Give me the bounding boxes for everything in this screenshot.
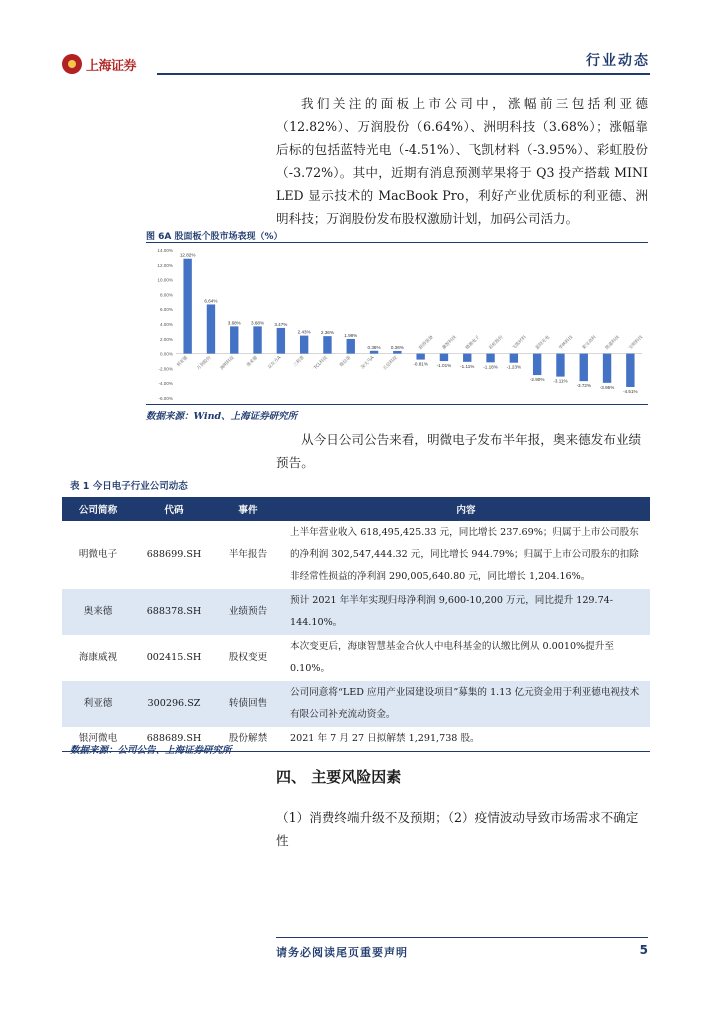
report-type-title: 行业动态 (586, 53, 650, 69)
logo-emblem-icon (62, 54, 82, 74)
table-header-row (62, 497, 650, 521)
category-label: 利亚德 (176, 355, 190, 369)
cell-code: 002415.SH (146, 652, 202, 663)
category-label: 飞凯材料 (511, 335, 528, 352)
category-label: 长信科技 (382, 355, 399, 372)
bar (183, 259, 191, 354)
cell-company: 明微电子 (78, 549, 118, 560)
col-content: 内容 (282, 497, 650, 521)
bar (603, 354, 611, 383)
col-code: 代码 (134, 497, 214, 521)
footer-divider (276, 937, 648, 938)
cell-code: 688378.SH (134, 589, 214, 635)
company-logo (62, 54, 136, 74)
category-label: 三利谱 (292, 355, 306, 369)
cell-code: 300296.SZ (134, 681, 214, 727)
announcement-paragraph: 从今日公司公告来看，明微电子发布半年报，奥来德发布业绩预告。 (276, 432, 642, 470)
y-tick-label: 4.00% (159, 322, 173, 327)
y-tick-label: -4.00% (158, 381, 173, 387)
table-title: 表 1 今日电子行业公司动态 (70, 481, 188, 492)
data-label: -1.23% (506, 364, 522, 370)
category-label: 蓝特光电 (535, 335, 551, 352)
bar (347, 339, 355, 354)
category-label: 维信诺 (339, 355, 353, 369)
cell-code: 688689.SH (134, 727, 214, 752)
cell-content: 公司同意将“LED 应用产业园建设项目”募集的 1.13 亿元资金用于利亚德电视技术有限公司补充流动资金。 (282, 681, 650, 727)
data-label: -3.11% (553, 378, 568, 384)
category-label: 莱宝高科 (581, 335, 598, 352)
table-row (62, 635, 650, 681)
category-label: 京东方A (267, 355, 283, 371)
table-source: 数据来源：公司公告、上海证券研究所 (70, 745, 232, 756)
y-tick-label: 6.00% (159, 307, 173, 313)
category-label: 洲明科技 (219, 355, 236, 372)
category-label: 彩虹股份 (488, 335, 505, 352)
cell-company: 利亚德 (62, 681, 134, 727)
cell-event: 业绩预告 (214, 589, 282, 635)
footer-notice: 请务必阅读尾页重要声明 (276, 946, 408, 959)
page-number: 5 (639, 943, 648, 957)
bar (486, 354, 494, 363)
y-tick-label: 8.00% (159, 292, 173, 298)
data-label: 1.98% (344, 332, 358, 338)
category-label: 奥来德 (246, 355, 259, 369)
bar (230, 326, 238, 353)
figure-title: 图 6A 股面板个股市场表现（%） (146, 232, 283, 242)
cell-event: 股权变更 (228, 652, 268, 663)
page-header (62, 48, 650, 74)
data-label: 3.68% (251, 320, 265, 326)
data-label: 12.82% (179, 252, 196, 258)
category-label: 宝明科技 (628, 335, 645, 352)
table-row (62, 681, 650, 727)
intro-paragraph: 我们关注的面板上市公司中，涨幅前三包括利亚德（12.82%）、万润股份（6.64%）、洲明科技（3.68%）；涨幅靠后标的包括蓝特光电（-4.51%）、飞凯材料（-3.95%）、彩虹股份（-3.72%）。其中，近期有消息预测苹果将于 Q3 投产搭载 MINI LED 显示技术的 MacBook Pro，利好产业优质标的利亚德、洲明科技；万润股份发布股权激励计划，加码公司活力。 (276, 96, 648, 226)
category-label: 精测电子 (465, 335, 482, 352)
category-label: 华映科技 (558, 335, 575, 352)
figure-divider (146, 242, 648, 243)
cell-event: 股份解禁 (214, 727, 282, 752)
logo-text: 上海证券 (86, 58, 137, 74)
data-label: 2.43% (297, 329, 311, 335)
category-label: TCL科技 (313, 355, 329, 371)
data-label: 6.64% (204, 298, 218, 304)
cell-event: 半年报告 (228, 549, 268, 560)
bar (510, 354, 518, 363)
bar (277, 328, 285, 354)
table-row (62, 589, 650, 635)
data-label: -4.51% (623, 388, 638, 394)
risk-paragraph: （1）消费终端升级不及预期；（2）疫情波动导致市场需求不确定性 (276, 810, 639, 848)
header-divider (157, 73, 650, 75)
bar (440, 354, 448, 361)
col-event: 事件 (214, 497, 282, 521)
bar (393, 351, 401, 354)
data-label: -1.11% (460, 363, 475, 369)
cell-content: 2021 年 7 月 27 日拟解禁 1,291,738 股。 (282, 727, 650, 752)
y-tick-label: 2.00% (159, 336, 173, 342)
bar (207, 304, 215, 353)
cell-content: 上半年营业收入 618,495,425.33 元，同比增长 237.69%；归属于上市公司股东的净利润 302,547,444.32 元，同比增长 944.79%；归属于上市公司股东的扣除非经常性损益的净利润 290,005,640.80 元，同比增长 1,204.16%。 (290, 527, 639, 582)
data-label: -0.81% (413, 361, 428, 367)
data-label: 0.38% (367, 344, 381, 350)
y-tick-label: 14.00% (157, 248, 173, 253)
figure-bottom-divider (146, 404, 648, 405)
cell-company: 银河微电 (62, 727, 134, 752)
cell-content: 本次变更后，海康智慧基金合伙人中电科基金的认缴比例从 0.0010%提升至 0.10%。 (290, 641, 614, 674)
data-label: -3.72% (576, 383, 592, 389)
bar (323, 336, 331, 353)
bar (580, 354, 588, 382)
bar (416, 354, 424, 360)
category-label: 万润股份 (196, 355, 213, 372)
y-tick-label: 12.00% (157, 262, 173, 268)
bar (533, 354, 541, 375)
y-tick-label: -2.00% (158, 366, 173, 372)
section-heading: 四、 主要风险因素 (276, 768, 402, 786)
data-label: 3.68% (227, 320, 241, 326)
cell-content: 预计 2021 年半年实现归母净利润 9,600-10,200 万元，同比提升 129.74-144.10%。 (282, 589, 650, 635)
category-label: 联得装备 (418, 335, 435, 352)
data-label: 0.36% (390, 344, 404, 350)
bar-chart (146, 244, 648, 404)
y-tick-label: 0.00% (159, 351, 173, 357)
data-label: 2.36% (320, 330, 334, 336)
bar (300, 336, 308, 354)
table-row (62, 521, 650, 589)
company-news-table (62, 497, 650, 752)
bar (253, 326, 261, 353)
data-label: -1.18% (483, 364, 498, 370)
bar (370, 351, 378, 354)
bar (626, 354, 634, 387)
cell-code: 688699.SH (146, 549, 202, 560)
data-label: 3.47% (274, 321, 288, 327)
cell-company: 海康威视 (78, 652, 118, 663)
data-label: -1.01% (436, 363, 452, 369)
cell-company: 奥来德 (62, 589, 134, 635)
category-label: 深天马A (360, 355, 376, 371)
y-tick-label: 10.00% (157, 277, 173, 283)
bar (463, 354, 471, 362)
category-label: 凯盛科技 (604, 335, 621, 352)
category-label: 激智科技 (441, 335, 458, 352)
y-tick-label: -6.00% (158, 396, 173, 401)
data-label: -2.90% (529, 377, 545, 383)
figure-source: 数据来源：Wind、上海证券研究所 (146, 411, 298, 422)
data-label: -3.95% (599, 384, 615, 390)
cell-event: 转债回售 (214, 681, 282, 727)
col-company: 公司简称 (62, 497, 134, 521)
bar (556, 354, 564, 377)
